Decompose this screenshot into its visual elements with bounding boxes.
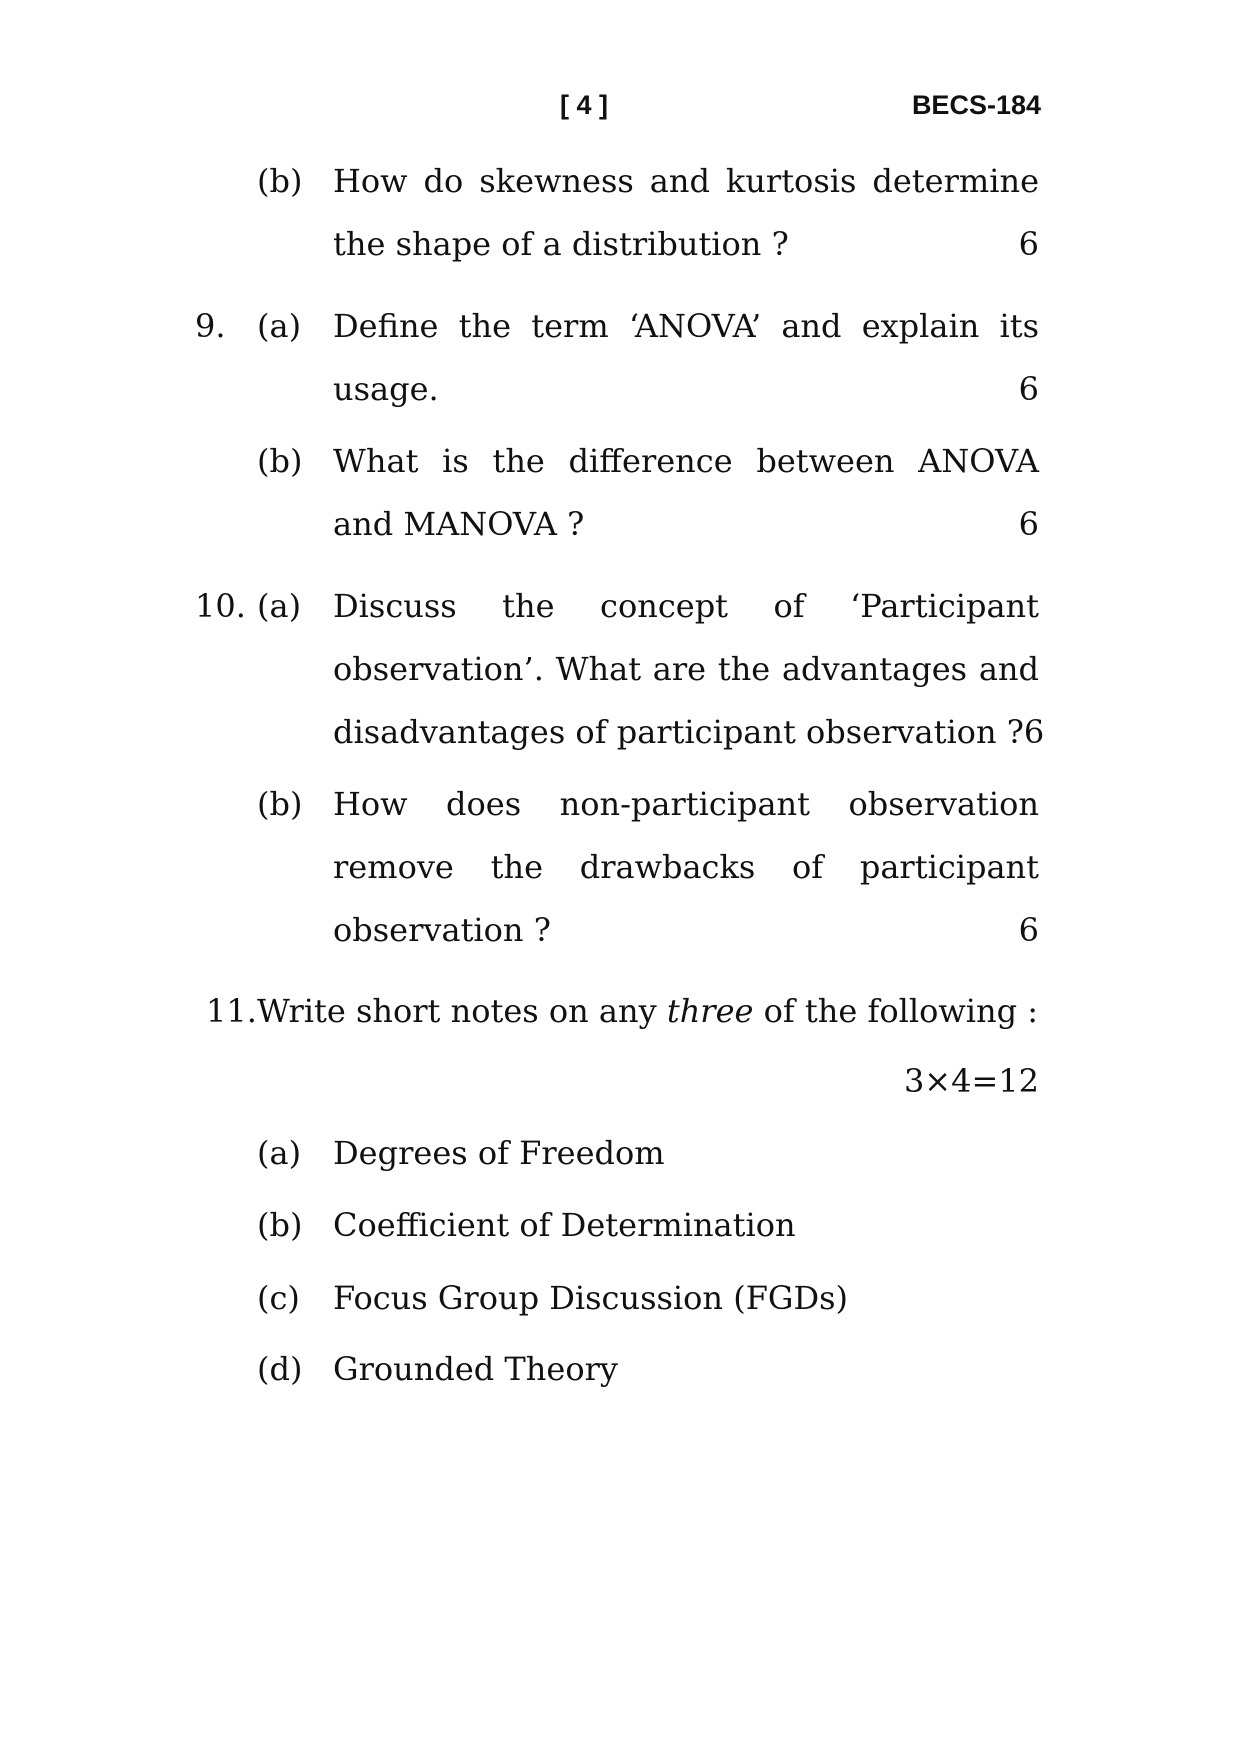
marks: 3×4=12: [903, 1062, 1039, 1100]
question-text: How does non-participant observation remove the drawbacks of participant observation ? 6: [333, 773, 1039, 962]
question-label: (b): [257, 785, 303, 823]
question-text: Define the term ‘ANOVA’ and explain its usage. 6: [333, 295, 1039, 421]
question-text: How do skewness and kurtosis determine the shape of a distribution ? 6: [333, 150, 1039, 276]
question-label: (a): [257, 587, 302, 625]
question-text: Write short notes on any three of the following :: [257, 992, 1039, 1030]
question-text: Discuss the concept of ‘Participant observation’. What are the advantages and disadvantages of participant observation ?6: [333, 587, 1045, 751]
marks: 6: [1018, 911, 1039, 949]
marks: 6: [1018, 370, 1039, 408]
question-number: 10.: [195, 587, 246, 625]
question-label: (b): [257, 162, 303, 200]
page-number: [ 4 ]: [560, 90, 609, 120]
marks: 6: [1018, 225, 1039, 263]
question-number: 11.: [206, 992, 257, 1030]
paper-code: BECS-184: [911, 90, 1041, 120]
question-text: What is the difference between ANOVA and MANOVA ? 6: [333, 430, 1039, 556]
marks: 6: [1018, 505, 1039, 543]
question-label: (b): [257, 442, 303, 480]
question-number: 9.: [195, 307, 226, 345]
question-label: (a): [257, 307, 302, 345]
